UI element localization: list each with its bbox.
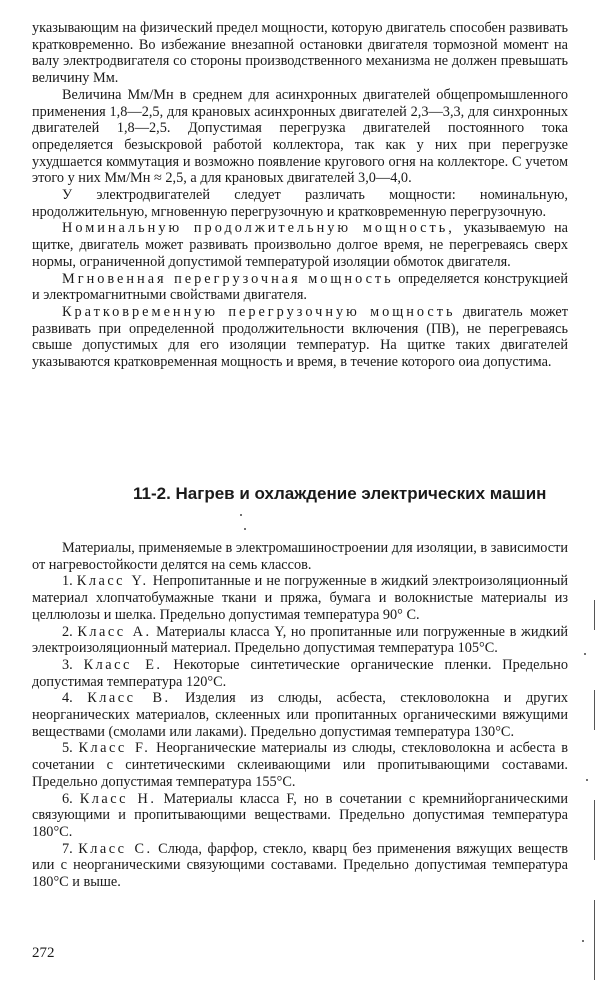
instant-power-text: определяется конструкцией и электромагнитными свойствами двигателя. [32, 270, 568, 304]
scan-edge-mark [594, 600, 595, 630]
class-label: Класс В. [87, 690, 171, 707]
term-instant-power: Мгновенная перегрузочная мощность [62, 270, 394, 287]
scan-speck [240, 514, 242, 516]
class-label: Класс F. [78, 740, 151, 757]
shortterm-power-text: двигатель может развивать при определенной продолжительности включения (ПВ), не перегреваясь свыше допустимых для его изоляции температур. На щитке таких двигателей указываются кратковременная мощность и время, в течение которого оиа допустима. [32, 303, 568, 371]
class-item: 5. Класс F. Неорганические материалы из слюды, стекловолокна и асбеста в сочетании с синтетическими склеивающими или пропитывающими составами. Предельно допустимая температура 155°С. [32, 740, 568, 790]
class-label: Класс Н. [79, 790, 157, 807]
class-label: Класс Е. [83, 656, 163, 673]
term-nominal-power: Номинальную продолжительную мощность, [62, 220, 455, 237]
paragraph-torque-ratio: Величина Mм/Mн в среднем для асинхронных двигателей общепромышленного применения 1,8—2,5, для крановых асинхронных двигателей 2,3—3,3, для синхронных двигателей 1,8—2,5. Допустимая перегрузка двигателей постоянного тока определяется безыскровой работой коллектора, так как у них при перегрузке ухудшается коммутация и возможно появление кругового огня на коллекторе. С учетом этого у них Mм/Mн ≈ 2,5, а для крановых двигателей 3,0—4,0. [32, 86, 568, 187]
class-item: 1. Класс Y. Непропитанные и не погруженные в жидкий электроизоляционный материал хлопчатобумажные ткани и пряжа, бумага и волокнистые материалы из целлюлозы и шелка. Предельно допустимая температура 90° С. [32, 573, 569, 623]
class-item: 7. Класс С. Слюда, фарфор, стекло, кварц без применения вяжущих веществ или с неорганическими связующими составами. Предельно допустимая температура 180°С и выше. [32, 840, 568, 891]
scan-edge-mark [594, 690, 595, 730]
class-item: 4. Класс В. Изделия из слюды, асбеста, стекловолокна и других неорганических материалов, склеенных или пропитанных органическими вяжущими веществами (смолами или лаками). Предельно допустимая температура 130°С. [32, 690, 568, 740]
scan-speck [582, 940, 584, 942]
scan-speck [586, 779, 588, 781]
scan-speck [244, 528, 246, 530]
nominal-power-text: указываемую на щитке, двигатель может развивать произвольно долгое время, не перегреваясь сверх нормы, ограниченной допустимой температурой изоляции обмоток двигателя. [32, 220, 568, 270]
class-label: Класс Y. [76, 573, 149, 590]
scan-edge-mark [594, 900, 595, 980]
class-label: Класс А. [77, 623, 152, 640]
top-text-block [32, 20, 568, 371]
class-label: Класс С. [78, 840, 153, 857]
paragraph-continuation: указывающим на физический предел мощности, которую двигатель способен развивать кратковременно. Во избежание внезапной остановки двигателя тормозной момент на валу электродвигателя со стороны производственного механизма не должен превышать величину Mм. [32, 20, 568, 87]
page-number: 272 [32, 945, 55, 961]
section-heading: 11-2. Нагрев и охлаждение электрических машин [133, 484, 547, 503]
paragraph-power-types: У электродвигателей следует различать мощности: номинальную, нродолжительную, мгновенную перегрузочную и кратковременную перегрузочную. [32, 187, 568, 220]
paragraph-shortterm-power [32, 304, 568, 371]
paragraph-instant-power [32, 271, 568, 304]
bottom-text-block [32, 540, 568, 891]
scan-edge-mark [594, 800, 595, 860]
scan-speck [584, 653, 586, 655]
class-item: 2. Класс А. Материалы класса Y, но пропитанные или погруженные в жидкий электроизоляционный материал. Предельно допустимая температура 105°С. [32, 623, 568, 657]
paragraph-nominal-power [32, 220, 568, 270]
term-shortterm-power: Кратковременную перегрузочную мощность [62, 303, 456, 320]
class-item: 3. Класс Е. Некоторые синтетические органические пленки. Предельно допустимая температура 120°С. [32, 656, 568, 690]
class-item: 6. Класс Н. Материалы класса F, но в сочетании с кремнийорганическими связующими и пропитывающими веществами. Предельно допустимая температура 180°С. [32, 790, 568, 840]
paragraph-intro: Материалы, применяемые в электромашиностроении для изоляции, в зависимости от нагревостойкости делятся на семь классов. [32, 540, 568, 573]
